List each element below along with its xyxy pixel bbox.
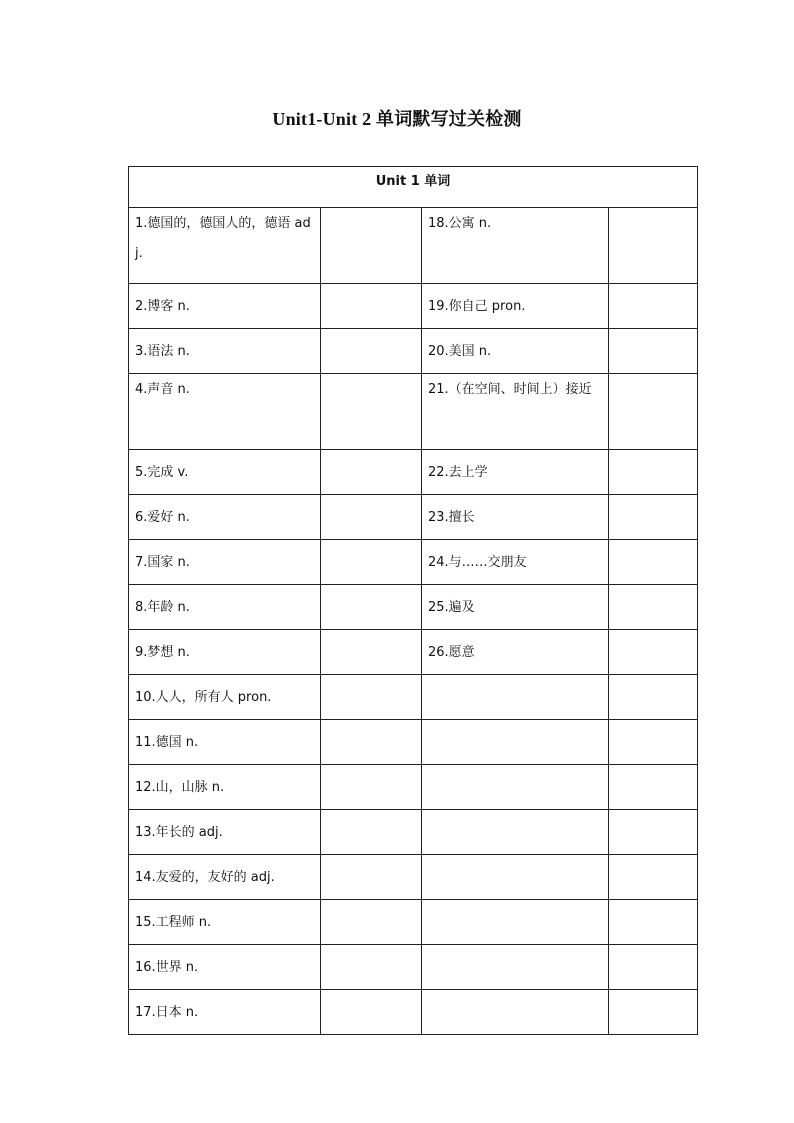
right-prompt-cell: 19.你自己 pron. bbox=[422, 284, 609, 329]
left-prompt-cell: 14.友爱的，友好的 adj. bbox=[129, 855, 321, 900]
right-prompt-cell: 23.擅长 bbox=[422, 495, 609, 540]
table-row bbox=[129, 630, 698, 675]
right-answer-cell[interactable] bbox=[609, 329, 698, 374]
left-answer-cell[interactable] bbox=[321, 765, 422, 810]
right-prompt-cell bbox=[422, 855, 609, 900]
right-answer-cell[interactable] bbox=[609, 630, 698, 675]
left-prompt-cell: 17.日本 n. bbox=[129, 990, 321, 1035]
table-row bbox=[129, 208, 698, 284]
left-prompt-cell: 4.声音 n. bbox=[129, 374, 321, 450]
left-answer-cell[interactable] bbox=[321, 374, 422, 450]
right-answer-cell[interactable] bbox=[609, 765, 698, 810]
right-prompt-cell: 22.去上学 bbox=[422, 450, 609, 495]
table-row bbox=[129, 585, 698, 630]
right-answer-cell[interactable] bbox=[609, 900, 698, 945]
table-row bbox=[129, 284, 698, 329]
right-prompt-cell bbox=[422, 990, 609, 1035]
left-prompt-cell: 8.年龄 n. bbox=[129, 585, 321, 630]
right-prompt-cell bbox=[422, 675, 609, 720]
table-row bbox=[129, 495, 698, 540]
table-header-row bbox=[129, 167, 698, 208]
right-answer-cell[interactable] bbox=[609, 990, 698, 1035]
table-row bbox=[129, 450, 698, 495]
right-answer-cell[interactable] bbox=[609, 720, 698, 765]
left-prompt-cell: 13.年长的 adj. bbox=[129, 810, 321, 855]
left-prompt-cell: 7.国家 n. bbox=[129, 540, 321, 585]
left-prompt-cell: 3.语法 n. bbox=[129, 329, 321, 374]
left-prompt-cell: 5.完成 v. bbox=[129, 450, 321, 495]
right-answer-cell[interactable] bbox=[609, 450, 698, 495]
left-answer-cell[interactable] bbox=[321, 495, 422, 540]
left-answer-cell[interactable] bbox=[321, 585, 422, 630]
left-answer-cell[interactable] bbox=[321, 855, 422, 900]
left-answer-cell[interactable] bbox=[321, 900, 422, 945]
table-row bbox=[129, 720, 698, 765]
table-row bbox=[129, 810, 698, 855]
right-answer-cell[interactable] bbox=[609, 945, 698, 990]
right-prompt-cell: 24.与……交朋友 bbox=[422, 540, 609, 585]
table-row bbox=[129, 945, 698, 990]
left-prompt-cell: 15.工程师 n. bbox=[129, 900, 321, 945]
table-row bbox=[129, 675, 698, 720]
left-prompt-cell: 1.德国的，德国人的，德语 adj. bbox=[129, 208, 321, 284]
right-prompt-cell bbox=[422, 900, 609, 945]
table-row bbox=[129, 540, 698, 585]
table-row bbox=[129, 990, 698, 1035]
left-prompt-cell: 16.世界 n. bbox=[129, 945, 321, 990]
table-row bbox=[129, 329, 698, 374]
right-answer-cell[interactable] bbox=[609, 585, 698, 630]
right-prompt-cell bbox=[422, 945, 609, 990]
right-answer-cell[interactable] bbox=[609, 675, 698, 720]
table-row bbox=[129, 374, 698, 450]
left-answer-cell[interactable] bbox=[321, 208, 422, 284]
left-answer-cell[interactable] bbox=[321, 810, 422, 855]
table-row bbox=[129, 855, 698, 900]
right-answer-cell[interactable] bbox=[609, 374, 698, 450]
right-prompt-cell bbox=[422, 810, 609, 855]
page-title: Unit1-Unit 2 单词默写过关检测 bbox=[272, 109, 522, 129]
right-prompt-cell: 20.美国 n. bbox=[422, 329, 609, 374]
right-prompt-cell: 18.公寓 n. bbox=[422, 208, 609, 284]
right-prompt-cell bbox=[422, 720, 609, 765]
section-header: Unit 1 单词 bbox=[375, 174, 451, 189]
right-answer-cell[interactable] bbox=[609, 810, 698, 855]
vocab-table bbox=[128, 166, 698, 1035]
left-answer-cell[interactable] bbox=[321, 284, 422, 329]
left-answer-cell[interactable] bbox=[321, 720, 422, 765]
right-prompt-cell bbox=[422, 765, 609, 810]
right-answer-cell[interactable] bbox=[609, 495, 698, 540]
left-answer-cell[interactable] bbox=[321, 990, 422, 1035]
left-prompt-cell: 12.山，山脉 n. bbox=[129, 765, 321, 810]
left-prompt-cell: 11.德国 n. bbox=[129, 720, 321, 765]
left-prompt-cell: 6.爱好 n. bbox=[129, 495, 321, 540]
left-prompt-cell: 10.人人，所有人 pron. bbox=[129, 675, 321, 720]
right-prompt-cell: 21.（在空间、时间上）接近 bbox=[422, 374, 609, 450]
table-row bbox=[129, 765, 698, 810]
right-answer-cell[interactable] bbox=[609, 540, 698, 585]
left-answer-cell[interactable] bbox=[321, 945, 422, 990]
right-answer-cell[interactable] bbox=[609, 208, 698, 284]
section-header-cell bbox=[129, 167, 698, 208]
left-answer-cell[interactable] bbox=[321, 540, 422, 585]
left-answer-cell[interactable] bbox=[321, 675, 422, 720]
right-answer-cell[interactable] bbox=[609, 284, 698, 329]
left-answer-cell[interactable] bbox=[321, 630, 422, 675]
left-prompt-cell: 2.博客 n. bbox=[129, 284, 321, 329]
left-answer-cell[interactable] bbox=[321, 450, 422, 495]
right-answer-cell[interactable] bbox=[609, 855, 698, 900]
left-prompt-cell: 9.梦想 n. bbox=[129, 630, 321, 675]
left-answer-cell[interactable] bbox=[321, 329, 422, 374]
table-row bbox=[129, 900, 698, 945]
right-prompt-cell: 26.愿意 bbox=[422, 630, 609, 675]
right-prompt-cell: 25.遍及 bbox=[422, 585, 609, 630]
